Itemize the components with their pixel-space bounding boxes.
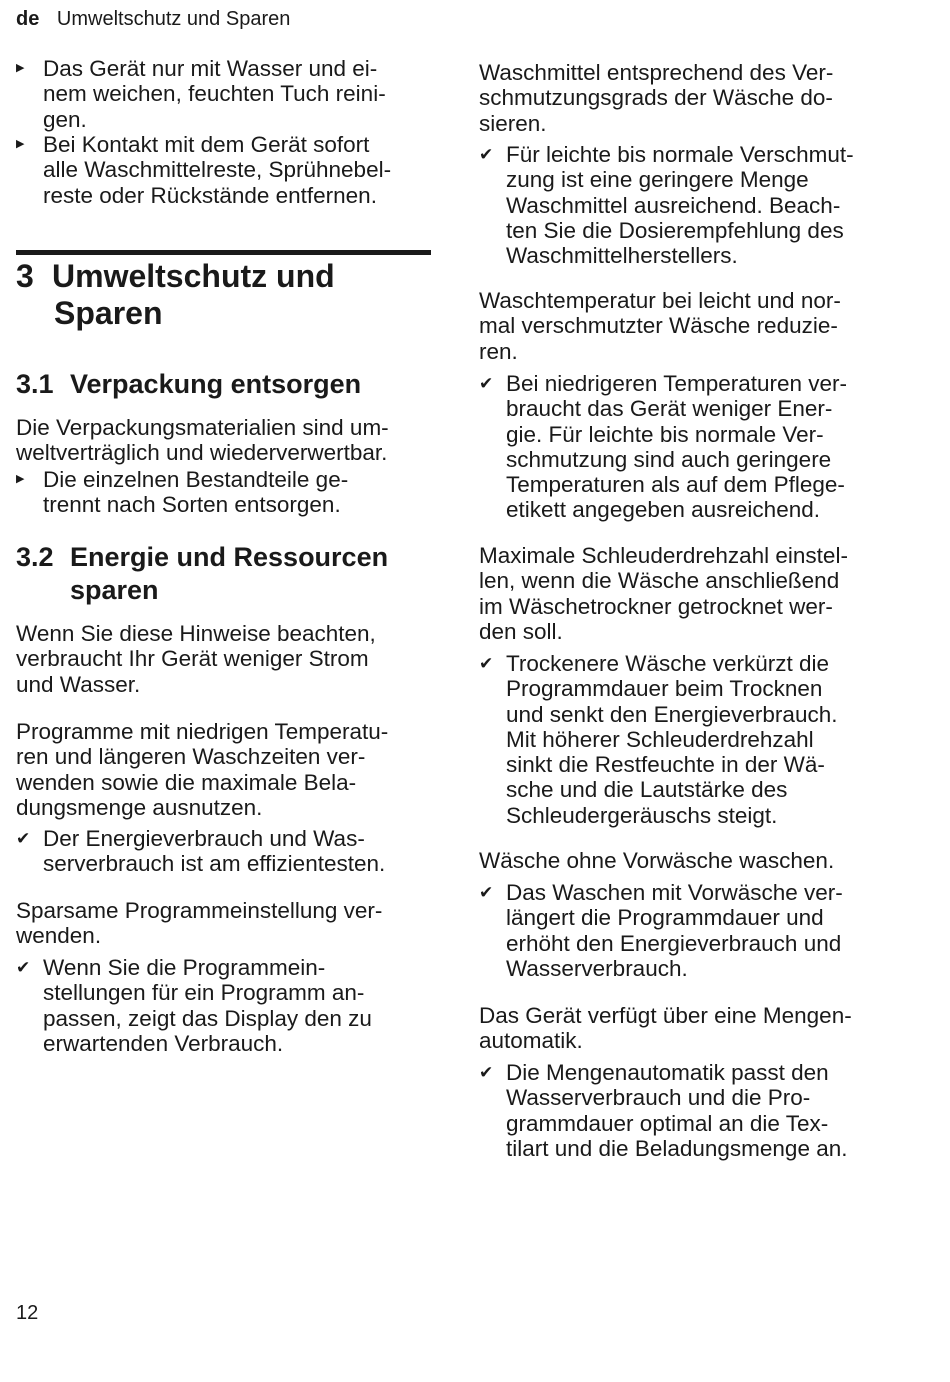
list-item [479,880,843,981]
list-item-text: Für leichte bis normale Verschmut- zung ist eine geringere Menge Waschmittel ausreichend. Beach- ten Sie die Dosierempfehlung des Waschmittelherstellers. [506,142,854,269]
paragraph: Wäsche ohne Vorwäsche waschen. [479,848,835,873]
list-item-text: Wenn Sie die Programmein- stellungen für ein Programm an- passen, zeigt das Display den zu erwartenden Verbrauch. [43,955,372,1056]
list-item-text: Bei Kontakt mit dem Gerät sofort alle Waschmittelreste, Sprühnebel- reste oder Rückstände entfernen. [43,132,392,208]
list-item [479,1060,848,1161]
triangle-bullet-icon: ▶ [16,62,25,74]
list-item [16,132,391,208]
list-item-text: Bei niedrigeren Temperaturen ver- braucht das Gerät weniger Ener- gie. Für leichte bis normale Ver- schmutzung sind auch geringere Temperaturen als auf dem Pflege- etikett angegeben ausreichend. [506,371,848,523]
paragraph: Sparsame Programmeinstellung ver- wenden. [16,898,383,949]
paragraph: Waschmittel entsprechend des Ver- schmutzungsgrads der Wäsche do- sieren. [479,60,834,136]
chapter-heading [16,258,335,332]
checkmark-icon: ✔ [479,654,494,673]
section-heading-3-1 [16,368,361,401]
list-item [16,56,386,132]
triangle-bullet-icon: ▶ [16,473,25,485]
paragraph: Die Verpackungsmaterialien sind um- weltverträglich und wiederverwertbar. [16,415,389,466]
list-item-text: Der Energieverbrauch und Was- serverbrauch ist am effizientesten. [43,826,386,877]
checkmark-icon: ✔ [479,883,494,902]
paragraph: Maximale Schleuderdrehzahl einstel- len, wenn die Wäsche anschließend im Wäschetrockner getrocknet wer- den soll. [479,543,848,644]
list-item-text: Die einzelnen Bestandteile ge- trennt nach Sorten entsorgen. [43,467,349,518]
list-item-text: Das Waschen mit Vorwäsche ver- längert die Programmdauer und erhöht den Energieverbrauch und Wasserverbrauch. [506,880,843,981]
chapter-number: 3 [16,258,34,294]
checkmark-icon: ✔ [479,145,494,164]
paragraph: Das Gerät verfügt über eine Mengen- automatik. [479,1003,852,1054]
header-title: Umweltschutz und Sparen [56,8,291,30]
paragraph: Wenn Sie diese Hinweise beachten, verbraucht Ihr Gerät weniger Strom und Wasser. [16,621,376,697]
checkmark-icon: ✔ [16,829,31,848]
section-title-line1: Energie und Ressourcen [70,542,389,572]
language-code: de [16,8,40,30]
section-title: Verpackung entsorgen [70,369,362,399]
checkmark-icon: ✔ [479,1063,494,1082]
list-item [16,955,372,1056]
section-heading-3-2 [16,541,388,607]
list-item [479,142,854,268]
chapter-title-line1: Umweltschutz und [52,258,335,294]
page-header [16,8,290,31]
chapter-rule [16,250,431,255]
list-item [16,826,385,877]
list-item-text: Trockenere Wäsche verkürzt die Programmdauer beim Trocknen und senkt den Energieverbrauch. Mit höherer Schleuderdrehzahl sinkt die Restfeuchte in der Wä- sche und die Lautstärke des Schleudergeräuschs steigt. [506,651,838,828]
page-number: 12 [16,1302,39,1324]
list-item [479,651,837,828]
checkmark-icon: ✔ [16,958,31,977]
paragraph: Waschtemperatur bei leicht und nor- mal verschmutzter Wäsche reduzie- ren. [479,288,841,364]
list-item-text: Die Mengenautomatik passt den Wasserverbrauch und die Pro- grammdauer optimal an die Tex- tilart und die Beladungsmenge an. [506,1060,848,1161]
section-title-line2: sparen [70,575,159,605]
section-number: 3.1 [16,369,54,399]
triangle-bullet-icon: ▶ [16,138,25,150]
list-item [16,467,348,518]
checkmark-icon: ✔ [479,374,494,393]
chapter-title-line2: Sparen [54,295,163,331]
list-item-text: Das Gerät nur mit Wasser und ei- nem weichen, feuchten Tuch reini- gen. [43,56,386,132]
section-number: 3.2 [16,542,54,572]
list-item [479,371,847,523]
paragraph: Programme mit niedrigen Temperatu- ren und längeren Waschzeiten ver- wenden sowie die maximale Bela- dungsmenge ausnutzen. [16,719,389,820]
